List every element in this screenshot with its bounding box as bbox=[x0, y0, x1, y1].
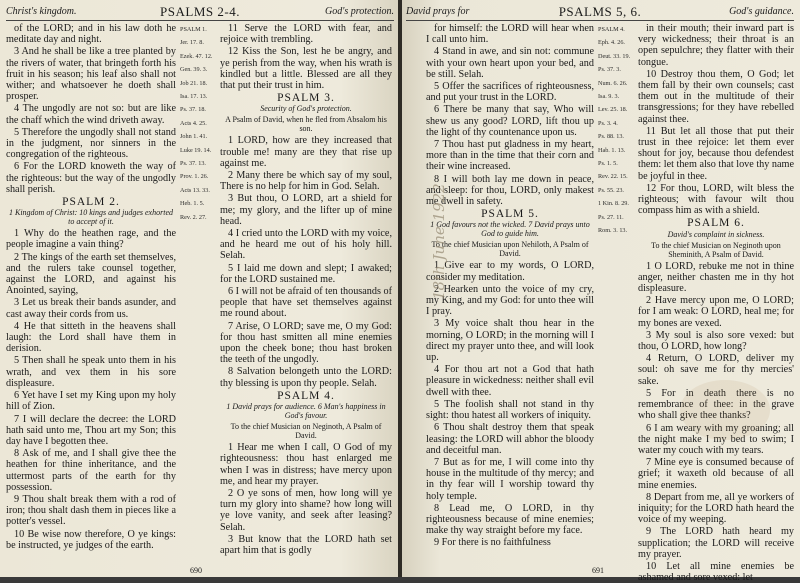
verse: 1 LORD, how are they increased that trouble me! many are they that rise up against me. bbox=[220, 135, 392, 169]
cross-reference: Jer. 17. 8. bbox=[180, 39, 204, 47]
right-column-2 bbox=[638, 23, 794, 583]
left-header-left: Christ's kingdom. bbox=[6, 6, 77, 17]
cross-reference: Job 21. 18. bbox=[180, 79, 208, 87]
verse: 6 Yet have I set my King upon my holy hill of Zion. bbox=[6, 390, 176, 413]
verse: 2 The kings of the earth set themselves, and the rulers take counsel together, against the LORD, and against his Anointed, saying, bbox=[6, 251, 176, 297]
verse: 3 My soul is also sore vexed: but thou, O LORD, how long? bbox=[638, 329, 794, 353]
verse: 6 Thou shalt destroy them that speak leasing: the LORD will abhor the bloody and deceitful man. bbox=[426, 422, 594, 456]
left-column-2 bbox=[220, 23, 392, 558]
verse: 10 Let all mine enemies be ashamed and sore vexed: let bbox=[638, 560, 794, 583]
cross-reference: Ezek. 47. 12. bbox=[180, 52, 213, 60]
cross-reference: Rom. 3. 13. bbox=[598, 227, 628, 235]
psalm-superscription: To the chief Musician on Neginoth, A Psalm of David. bbox=[230, 422, 382, 441]
verse: 3 My voice shalt thou hear in the morning, O LORD; in the morning will I direct my prayer unto thee, and will look up. bbox=[426, 318, 594, 364]
verse: 9 For there is no faithfulness bbox=[434, 537, 551, 549]
cross-reference: PSALM 4. bbox=[598, 26, 625, 33]
verse: 5 Therefore the ungodly shall not stand in the judgment, nor sinners in the congregation of the righteous. bbox=[6, 126, 176, 161]
verse: 3 And he shall be like a tree planted by the rivers of water, that bringeth forth his fruit in his season; his leaf also shall not wither; and whatsoever he doeth shall prosper. bbox=[6, 46, 176, 103]
cross-reference: Gen. 39. 3. bbox=[180, 66, 208, 74]
cross-reference: Rev. 22. 15. bbox=[598, 173, 628, 181]
psalm-superscription: A Psalm of David, when he fled from Absalom his son. bbox=[225, 115, 387, 134]
psalm-heading: PSALM 4. bbox=[277, 389, 335, 402]
psalm-heading: PSALM 6. bbox=[687, 217, 745, 230]
verse: 8 Lead me, O LORD, in thy righteousness because of mine enemies; make thy way straight before my face. bbox=[426, 502, 594, 537]
verse: 4 Stand in awe, and sin not: commune with your own heart upon your bed, and be still. Selah. bbox=[426, 46, 594, 80]
left-cross-references bbox=[180, 26, 218, 556]
verse: 10 Destroy thou them, O God; let them fall by their own counsels; cast them out in the multitude of their transgressions; for they have rebelled against thee. bbox=[638, 68, 794, 125]
psalm-summary: Security of God's protection. bbox=[260, 104, 352, 114]
verse: 4 The ungodly are not so: but are like the chaff which the wind driveth away. bbox=[6, 103, 176, 126]
cross-reference: Num. 6. 26. bbox=[598, 79, 628, 87]
psalm-summary: David's complaint in sickness. bbox=[667, 229, 765, 239]
verse: 5 Offer the sacrifices of righteousness, and put your trust in the LORD. bbox=[426, 81, 594, 104]
cross-reference: Heb. 1. 5. bbox=[180, 200, 205, 208]
verse: 5 Then shall he speak unto them in his wrath, and vex them in his sore displeasure. bbox=[6, 355, 176, 389]
verse: 4 I cried unto the LORD with my voice, and he heard me out of his holy hill. Selah. bbox=[220, 228, 392, 262]
left-header-right: God's protection. bbox=[325, 6, 394, 17]
verse: 1 Why do the heathen rage, and the people imagine a vain thing? bbox=[6, 228, 176, 251]
verse: for himself: the LORD will hear when I call unto him. bbox=[426, 23, 594, 46]
verse: 6 There be many that say, Who will shew us any good? LORD, lift thou up the light of thy countenance upon us. bbox=[426, 104, 594, 138]
psalm-superscription: To the chief Musician upon Nehiloth, A Psalm of David. bbox=[431, 240, 589, 259]
verse: 1 Hear me when I call, O God of my righteousness: thou hast enlarged me when I was in distress; have mercy upon me, and hear my prayer. bbox=[220, 442, 392, 487]
verse: 2 Have mercy upon me, O LORD; for I am weak: O LORD, heal me; for my bones are vexed. bbox=[638, 295, 794, 329]
verse: of the LORD; and in his law doth he meditate day and night. bbox=[6, 23, 176, 46]
book-gutter bbox=[398, 0, 402, 577]
page-stain bbox=[680, 380, 770, 440]
left-header-center: PSALMS 2-4. bbox=[160, 4, 240, 19]
cross-reference: Ps. 37. 3. bbox=[598, 66, 621, 74]
cross-reference: Prov. 1. 26. bbox=[180, 173, 209, 181]
verse: 1 Give ear to my words, O LORD, consider my meditation. bbox=[426, 260, 594, 283]
cross-reference: Acts 13. 33. bbox=[180, 186, 210, 194]
right-cross-references bbox=[598, 26, 636, 556]
left-page-number: 690 bbox=[190, 566, 202, 575]
psalm-heading: PSALM 5. bbox=[481, 208, 539, 221]
psalm-summary: 1 David prays for audience. 6 Man's happiness in God's favour. bbox=[226, 402, 386, 421]
verse: 12 Kiss the Son, lest he be angry, and ye perish from the way, when his wrath is kindled but a little. Blessed are all they that put their trust in him. bbox=[220, 46, 392, 92]
right-header-left: David prays for bbox=[406, 6, 470, 17]
cross-reference: Hab. 1. 13. bbox=[598, 146, 626, 154]
verse: 9 Thou shalt break them with a rod of iron; thou shalt dash them in pieces like a potter's vessel. bbox=[6, 493, 176, 528]
verse: 8 Depart from me, all ye workers of iniquity; for the LORD hath heard the voice of my weeping. bbox=[638, 491, 794, 526]
right-page-number: 691 bbox=[592, 566, 604, 575]
cross-reference: Ps. 27. 11. bbox=[598, 213, 624, 221]
cross-reference: Luke 19. 14. bbox=[180, 146, 212, 154]
verse: 7 Arise, O LORD; save me, O my God: for thou hast smitten all mine enemies upon the cheek bone; thou hast broken the teeth of the ungodly. bbox=[220, 320, 392, 366]
cross-reference: Acts 4. 25. bbox=[180, 119, 207, 127]
cross-reference: Ps. 3. 4. bbox=[598, 119, 618, 127]
verse: 11 Serve the LORD with fear, and rejoice with trembling. bbox=[220, 23, 392, 46]
psalm-heading: PSALM 2. bbox=[62, 196, 120, 209]
verse: 3 But know that the LORD hath set apart him that is godly bbox=[220, 533, 392, 556]
verse: 8 Ask of me, and I shall give thee the heathen for thine inheritance, and the uttermost parts of the earth for thy possession. bbox=[6, 448, 176, 493]
verse: 5 For in death there is no remembrance of thee: in the grave who shall give thee thanks? bbox=[638, 387, 794, 422]
cross-reference: Isa. 9. 3. bbox=[598, 93, 620, 101]
verse: 7 I will declare the decree: the LORD hath said unto me, Thou art my Son; this day have I begotten thee. bbox=[6, 413, 176, 447]
cross-reference: Isa. 17. 13. bbox=[180, 93, 208, 101]
cross-reference: Ps. 88. 13. bbox=[598, 133, 624, 141]
verse: 10 Be wise now therefore, O ye kings: be instructed, ye judges of the earth. bbox=[6, 528, 176, 551]
cross-reference: Ps. 55. 23. bbox=[598, 186, 624, 194]
verse: 1 O LORD, rebuke me not in thine anger, neither chasten me in thy hot displeasure. bbox=[638, 260, 794, 295]
verse: 4 Return, O LORD, deliver my soul: oh save me for thy mercies' sake. bbox=[638, 353, 794, 387]
psalm-summary: 1 Kingdom of Christ: 10 kings and judges exhorted to accept of it. bbox=[9, 208, 173, 227]
verse: 2 O ye sons of men, how long will ye turn my glory into shame? how long will ye love vanity, and seek after leasing? Selah. bbox=[220, 487, 392, 533]
left-page bbox=[0, 0, 400, 577]
verse: 8 I will both lay me down in peace, and sleep: for thou, LORD, only makest me dwell in safety. bbox=[426, 173, 594, 208]
right-header-right: God's guidance. bbox=[729, 6, 794, 17]
handwritten-date: 18th June 1922 bbox=[430, 183, 448, 300]
psalm-heading: PSALM 3. bbox=[277, 92, 335, 105]
left-column-1 bbox=[6, 23, 176, 558]
cross-reference: Ps. 37. 13. bbox=[180, 160, 206, 168]
cross-reference: Ps. 37. 18. bbox=[180, 106, 206, 114]
right-header-center: PSALMS 5, 6. bbox=[558, 4, 642, 19]
right-running-header bbox=[406, 4, 794, 21]
verse: 12 For thou, LORD, wilt bless the righteous; with favour wilt thou compass him as with a shield. bbox=[638, 182, 794, 217]
cross-reference: Deut. 33. 19. bbox=[598, 52, 631, 60]
verse: 5 The foolish shall not stand in thy sight: thou hatest all workers of iniquity. bbox=[426, 398, 594, 422]
verse: 8 Salvation belongeth unto the LORD: thy blessing is upon thy people. Selah. bbox=[220, 366, 392, 389]
cross-reference: Ps. 1. 5. bbox=[598, 160, 618, 168]
verse: 7 But as for me, I will come into thy house in the multitude of thy mercy; and in thy fear will I worship toward thy holy temple. bbox=[426, 456, 594, 502]
verse: 6 I am weary with my groaning; all the night make I my bed to swim; I water my couch with my tears. bbox=[638, 422, 794, 456]
verse: 7 Thou hast put gladness in my heart, more than in the time that their corn and their wine increased. bbox=[426, 139, 594, 173]
verse: 2 Many there be which say of my soul, There is no help for him in God. Selah. bbox=[220, 170, 392, 193]
verse: 4 For thou art not a God that hath pleasure in wickedness: neither shall evil dwell with thee. bbox=[426, 364, 594, 398]
verse: 3 Let us break their bands asunder, and cast away their cords from us. bbox=[6, 297, 176, 320]
verse: 9 The LORD hath heard my supplication; the LORD will receive my prayer. bbox=[638, 526, 794, 560]
cross-reference: John 1. 41. bbox=[180, 133, 208, 141]
cross-reference: Eph. 4. 26. bbox=[598, 39, 625, 47]
cross-reference: PSALM 1. bbox=[180, 26, 207, 33]
cross-reference: 1 Kin. 8. 29. bbox=[598, 200, 629, 208]
verse: 5 I laid me down and slept; I awaked; for the LORD sustained me. bbox=[220, 262, 392, 285]
verse: 4 He that sitteth in the heavens shall laugh: the Lord shall have them in derision. bbox=[6, 320, 176, 355]
verse: 6 For the LORD knoweth the way of the righteous: but the way of the ungodly shall perish. bbox=[6, 161, 176, 195]
left-running-header bbox=[6, 4, 394, 21]
cross-reference: Lev. 25. 18. bbox=[598, 106, 628, 114]
verse: in their mouth; their inward part is very wickedness; their throat is an open sepulchre; they flatter with their tongue. bbox=[638, 23, 794, 68]
verse: 3 But thou, O LORD, art a shield for me; my glory, and the lifter up of mine head. bbox=[220, 193, 392, 227]
psalm-superscription: To the chief Musician on Neginoth upon Sheminith, A Psalm of David. bbox=[651, 240, 781, 259]
psalm-summary: 1 God favours not the wicked. 7 David prays unto God to guide him. bbox=[430, 220, 590, 239]
verse: 2 Hearken unto the voice of my cry, my King, and my God: for unto thee will I pray. bbox=[426, 283, 594, 318]
cross-reference: Rev. 2. 27. bbox=[180, 213, 207, 221]
verse: 7 Mine eye is consumed because of grief; it waxeth old because of all mine enemies. bbox=[638, 457, 794, 491]
verse: 11 But let all those that put their trust in thee rejoice: let them ever shout for joy, because thou defendest them: let them also that love thy name be joyful in thee. bbox=[638, 125, 794, 182]
verse: 6 I will not be afraid of ten thousands of people that have set themselves against me round about. bbox=[220, 286, 392, 320]
